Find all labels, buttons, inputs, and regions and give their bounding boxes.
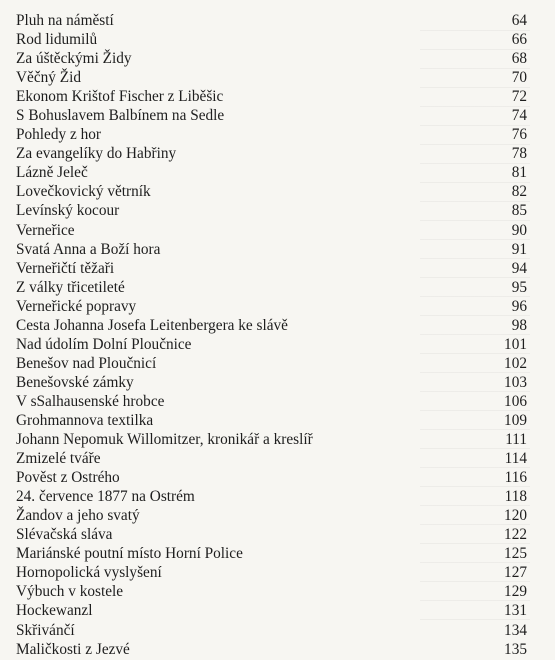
toc-entry [16, 621, 527, 640]
toc-entry-page: 125 [504, 545, 527, 563]
toc-entry [16, 525, 527, 544]
toc-entry-page: 72 [511, 88, 527, 106]
toc-entry [16, 259, 527, 278]
toc-entry-title: Pluh na náměstí [16, 12, 114, 29]
toc-entry-page: 135 [504, 640, 527, 658]
toc-entry-page: 85 [511, 202, 527, 220]
toc-entry-title: Hockewanzl [16, 602, 93, 620]
toc-entry-title: Grohmannova textilka [16, 411, 154, 429]
toc-entry-page: 70 [511, 69, 527, 87]
toc-entry-title: Lázně Jeleč [16, 164, 88, 182]
toc-entry-title: Zmizelé tváře [16, 450, 101, 468]
toc-entry-title: Hornopolická vyslyšení [16, 564, 162, 582]
toc-entry [16, 125, 527, 144]
toc-entry-page: 129 [504, 583, 527, 601]
toc-entry-title: Verneřice [16, 221, 75, 239]
toc-entry [16, 68, 527, 87]
toc-entry-page: 131 [504, 602, 527, 620]
toc-entry-page: 111 [505, 431, 527, 449]
toc-entry [16, 411, 527, 430]
toc-entry [16, 240, 527, 259]
toc-entry-page: 94 [511, 259, 527, 277]
toc-entry-title: Ekonom Krištof Fischer z Liběšic [16, 88, 224, 106]
toc-entry-title: Věčný Žid [16, 69, 81, 87]
toc-entry-page: 101 [504, 335, 527, 353]
toc-entry-title: Benešov nad Ploučnicí [16, 354, 157, 372]
toc-entry-page: 82 [511, 183, 527, 201]
toc-entry [16, 297, 527, 316]
toc-entry-page: 109 [504, 411, 527, 429]
toc-entry [16, 544, 527, 563]
toc-entry [16, 87, 527, 106]
toc-entry-title: 24. července 1877 na Ostrém [16, 488, 195, 506]
toc-entry [16, 30, 527, 49]
toc-entry [16, 106, 527, 125]
toc-entry [16, 201, 527, 220]
toc-entry-page: 96 [511, 297, 527, 315]
toc-entry-page: 103 [504, 373, 527, 391]
toc-entry-page: 118 [504, 488, 527, 506]
toc-entry [16, 221, 527, 240]
toc-entry [16, 601, 527, 620]
toc-entry-title: Cesta Johanna Josefa Leitenbergera ke slávě [16, 316, 288, 334]
toc-entry-page: 102 [504, 354, 527, 372]
toc-entry-title: Maličkosti z Jezvé [16, 640, 130, 658]
toc-entry [16, 11, 527, 30]
toc-entry-title: Slévačská sláva [16, 526, 113, 544]
toc-entry-title: Z války třicetileté [16, 278, 125, 296]
toc-entry [16, 316, 527, 335]
toc-entry [16, 163, 527, 182]
toc-entry [16, 640, 527, 659]
toc-entry-page: 91 [511, 240, 527, 258]
toc-entry [16, 373, 527, 392]
toc-entry-title: Žandov a jeho svatý [16, 507, 140, 525]
toc-entry [16, 49, 527, 68]
toc-entry [16, 563, 527, 582]
toc-entry-title: Mariánské poutní místo Horní Police [16, 545, 243, 563]
toc-entry [16, 278, 527, 297]
toc-entry-page: 120 [504, 507, 527, 525]
toc-entry-title: Benešovské zámky [16, 373, 134, 391]
toc-entry-title: Za úštěckými Židy [16, 50, 132, 68]
toc-entry-page: 76 [511, 126, 527, 144]
toc-entry-title: Lovečkovický větrník [16, 183, 151, 201]
toc-entry-page: 74 [511, 107, 527, 125]
toc-entry-title: Levínský kocour [16, 202, 120, 220]
toc-entry [16, 506, 527, 525]
toc-entry [16, 354, 527, 373]
toc-entry-title: Svatá Anna a Boží hora [16, 240, 161, 258]
toc-entry-title: S Bohuslavem Balbínem na Sedle [16, 107, 225, 125]
toc-entry-page: 98 [511, 316, 527, 334]
toc-entry-title: Pověst z Ostrého [16, 469, 120, 487]
toc-entry [16, 449, 527, 468]
toc-entry [16, 582, 527, 601]
toc-entry-page: 81 [511, 164, 527, 182]
toc-entry-title: Verneřičtí těžaři [16, 259, 115, 277]
table-of-contents [16, 11, 527, 659]
toc-entry [16, 487, 527, 506]
toc-entry-title: Verneřické popravy [16, 297, 137, 315]
toc-entry-title: Pohledy z hor [16, 126, 101, 144]
toc-entry-page: 66 [511, 31, 527, 49]
toc-entry-page: 78 [511, 145, 527, 163]
toc-entry [16, 144, 527, 163]
toc-entry-page: 134 [504, 621, 527, 639]
toc-entry [16, 468, 527, 487]
toc-entry [16, 430, 527, 449]
toc-entry-title: Za evangelíky do Habřiny [16, 145, 177, 163]
toc-entry-page: 90 [511, 221, 527, 239]
toc-entry-title: Rod lidumilů [16, 31, 98, 49]
toc-entry-page: 95 [511, 278, 527, 296]
toc-entry-title: Nad údolím Dolní Ploučnice [16, 335, 192, 353]
toc-entry [16, 335, 527, 354]
toc-entry-title: Skřivánčí [16, 621, 75, 639]
toc-entry-title: Johann Nepomuk Willomitzer, kronikář a kreslíř [16, 431, 313, 449]
toc-entry-page: 116 [504, 469, 527, 487]
toc-entry-page: 114 [504, 450, 527, 468]
toc-entry-page: 64 [511, 12, 527, 29]
toc-entry [16, 182, 527, 201]
toc-entry-page: 127 [504, 564, 527, 582]
toc-entry-title: V sSalhausenské hrobce [16, 392, 165, 410]
toc-entry-page: 68 [511, 50, 527, 68]
toc-entry [16, 392, 527, 411]
toc-entry-title: Výbuch v kostele [16, 583, 124, 601]
toc-entry-page: 106 [504, 392, 527, 410]
toc-entry-page: 122 [504, 526, 527, 544]
